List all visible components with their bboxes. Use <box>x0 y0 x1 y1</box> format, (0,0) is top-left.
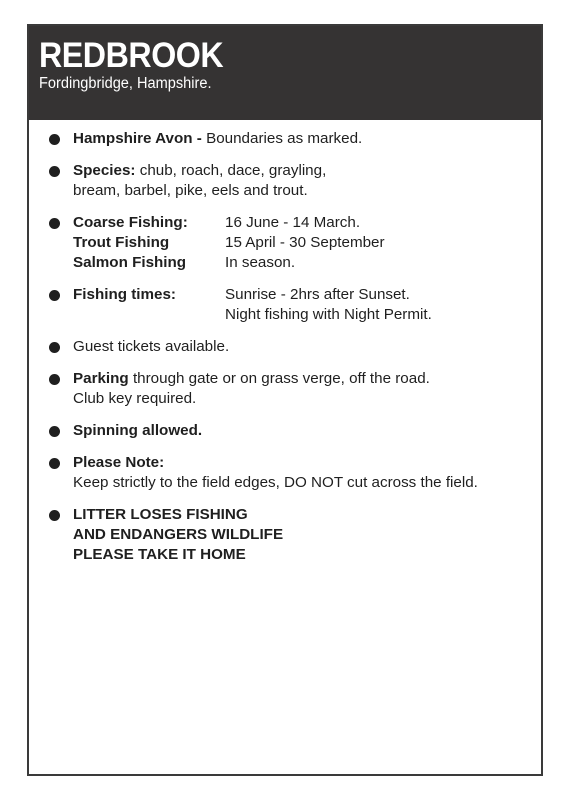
times-line1: Sunrise - 2hrs after Sunset. <box>225 286 410 303</box>
list-item-species <box>29 161 541 201</box>
river-text: Boundaries as marked. <box>206 130 363 147</box>
bullet-icon <box>49 510 60 521</box>
bullet-icon <box>49 426 60 437</box>
season-value: 15 April - 30 September <box>225 234 385 251</box>
note-text: Keep strictly to the field edges, DO NOT cut across the field. <box>73 474 478 491</box>
parking-line2: Club key required. <box>73 390 197 407</box>
season-row <box>73 233 541 253</box>
page-title: REDBROOK <box>39 36 224 75</box>
note-label: Please Note: <box>73 454 165 471</box>
season-label: Salmon Fishing <box>73 254 187 271</box>
bullet-icon <box>49 290 60 301</box>
guest-text: Guest tickets available. <box>73 338 230 355</box>
times-line2: Night fishing with Night Permit. <box>225 306 432 323</box>
permit-card <box>27 24 543 776</box>
season-value: In season. <box>225 254 296 271</box>
season-label: Trout Fishing <box>73 234 170 251</box>
litter-line2: AND ENDANGERS WILDLIFE <box>73 526 284 543</box>
parking-label: Parking <box>73 370 129 387</box>
bullet-icon <box>49 458 60 469</box>
spinning-text: Spinning allowed. <box>73 422 203 439</box>
bullet-icon <box>49 218 60 229</box>
card-header <box>29 26 541 120</box>
species-line1: chub, roach, dace, grayling, <box>139 162 327 179</box>
bullet-icon <box>49 166 60 177</box>
list-item-spinning <box>29 421 541 441</box>
season-value: 16 June - 14 March. <box>225 214 361 231</box>
bullet-icon <box>49 134 60 145</box>
species-label: Species: <box>73 162 136 179</box>
season-row <box>73 253 541 273</box>
river-label: Hampshire Avon - <box>73 130 202 147</box>
list-item-river <box>29 129 541 149</box>
parking-line1: through gate or on grass verge, off the road. <box>132 370 430 387</box>
species-line2: bream, barbel, pike, eels and trout. <box>73 182 308 199</box>
list-item-note <box>29 453 541 493</box>
list-item-guest <box>29 337 541 357</box>
rules-list <box>29 129 541 577</box>
season-row <box>73 213 541 233</box>
litter-line1: LITTER LOSES FISHING <box>73 506 248 523</box>
bullet-icon <box>49 374 60 385</box>
list-item-times <box>29 285 541 325</box>
list-item-litter <box>29 505 541 565</box>
location-subtitle: Fordingbridge, Hampshire. <box>39 75 212 92</box>
list-item-parking <box>29 369 541 409</box>
season-label: Coarse Fishing: <box>73 214 188 231</box>
litter-line3: PLEASE TAKE IT HOME <box>73 546 246 563</box>
bullet-icon <box>49 342 60 353</box>
list-item-seasons <box>29 213 541 273</box>
times-label: Fishing times: <box>73 286 176 303</box>
